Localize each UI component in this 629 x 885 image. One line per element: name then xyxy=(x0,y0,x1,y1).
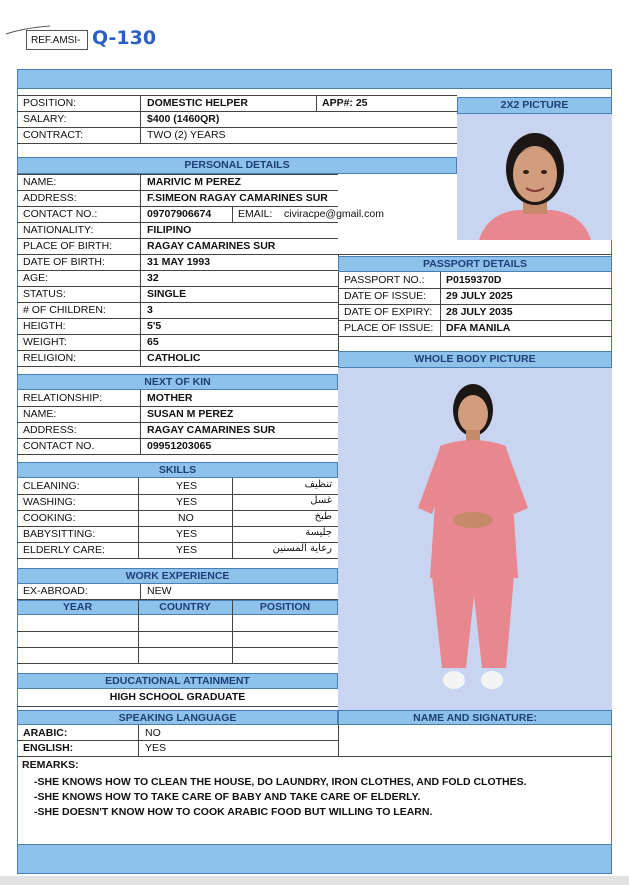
work-experience-header: WORK EXPERIENCE xyxy=(17,568,338,584)
height-value: 5'5 xyxy=(147,320,162,332)
passport-no-label: PASSPORT NO.: xyxy=(344,274,425,286)
skill-elderly-care-value: YES xyxy=(176,544,198,556)
col-year: YEAR xyxy=(62,601,93,613)
kin-relationship-value: MOTHER xyxy=(147,392,193,404)
skill-babysitting-label: BABYSITTING: xyxy=(23,528,96,540)
skill-washing-label: WASHING: xyxy=(23,496,76,508)
skill-babysitting-arabic: جليسة xyxy=(305,527,332,538)
photo-2x2 xyxy=(457,114,612,240)
skill-washing-value: YES xyxy=(176,496,198,508)
contract-label: CONTRACT: xyxy=(23,129,84,141)
arabic-value: NO xyxy=(145,727,161,739)
skill-cooking-arabic: طبخ xyxy=(314,511,332,522)
name-value: MARIVIC M PEREZ xyxy=(147,176,241,188)
skill-elderly-care-label: ELDERLY CARE: xyxy=(23,544,105,556)
app-number: APP#: 25 xyxy=(322,97,368,109)
name-label: NAME: xyxy=(23,176,57,188)
kin-name-value: SUSAN M PEREZ xyxy=(147,408,234,420)
skill-elderly-care-arabic: رعاية المسنين xyxy=(272,543,332,554)
salary-value: $400 (1460QR) xyxy=(147,113,220,125)
ex-abroad-value: NEW xyxy=(147,585,172,597)
religion-value: CATHOLIC xyxy=(147,352,201,364)
skill-cooking-value: NO xyxy=(178,512,194,524)
expiry-date-label: DATE OF EXPIRY: xyxy=(344,306,433,318)
nationality-value: FILIPINO xyxy=(147,224,192,236)
skill-cooking-label: COOKING: xyxy=(23,512,76,524)
personal-details-header: PERSONAL DETAILS xyxy=(17,157,457,174)
english-value: YES xyxy=(145,742,167,754)
kin-name-label: NAME: xyxy=(23,408,57,420)
contact-label: CONTACT NO.: xyxy=(23,208,98,220)
issue-date-label: DATE OF ISSUE: xyxy=(344,290,427,302)
position-value: DOMESTIC HELPER xyxy=(147,97,248,109)
skill-cleaning-value: YES xyxy=(176,480,198,492)
place-of-issue-value: DFA MANILA xyxy=(446,322,511,334)
col-position: POSITION xyxy=(259,601,311,613)
top-banner xyxy=(17,69,612,89)
passport-no-value: P0159370D xyxy=(446,274,502,286)
status-value: SINGLE xyxy=(147,288,187,300)
arabic-label: ARABIC: xyxy=(23,727,68,739)
remark-item: -SHE KNOWS HOW TO TAKE CARE OF BABY AND TAKE CARE OF ELDERLY. xyxy=(34,791,421,803)
remark-item: -SHE KNOWS HOW TO CLEAN THE HOUSE, DO LAUNDRY, IRON CLOTHES, AND FOLD CLOTHES. xyxy=(34,776,527,788)
skills-header: SKILLS xyxy=(17,462,338,478)
col-country: COUNTRY xyxy=(159,601,211,613)
contract-value: TWO (2) YEARS xyxy=(147,129,226,141)
height-label: HEIGTH: xyxy=(23,320,66,332)
signature-box xyxy=(339,725,611,756)
weight-value: 65 xyxy=(147,336,159,348)
skill-cleaning-arabic: تنظيف xyxy=(304,479,332,490)
date-of-birth-label: DATE OF BIRTH: xyxy=(23,256,105,268)
passport-details-header: PASSPORT DETAILS xyxy=(338,256,612,272)
skill-babysitting-value: YES xyxy=(176,528,198,540)
education-header: EDUCATIONAL ATTAINMENT xyxy=(17,673,338,689)
kin-address-label: ADDRESS: xyxy=(23,424,77,436)
ex-abroad-label: EX-ABROAD: xyxy=(23,585,88,597)
age-label: AGE: xyxy=(23,272,49,284)
pen-stroke xyxy=(4,24,54,38)
religion-label: RELIGION: xyxy=(23,352,77,364)
place-of-birth-value: RAGAY CAMARINES SUR xyxy=(147,240,276,252)
skill-cleaning-label: CLEANING: xyxy=(23,480,80,492)
kin-relationship-label: RELATIONSHIP: xyxy=(23,392,103,404)
children-value: 3 xyxy=(147,304,153,316)
next-of-kin-header: NEXT OF KIN xyxy=(17,374,338,390)
remarks-label: REMARKS: xyxy=(22,759,79,771)
expiry-date-value: 28 JULY 2035 xyxy=(446,306,513,318)
address-label: ADDRESS: xyxy=(23,192,77,204)
weight-label: WEIGHT: xyxy=(23,336,67,348)
bottom-banner xyxy=(17,844,612,874)
status-label: STATUS: xyxy=(23,288,66,300)
children-label: # OF CHILDREN: xyxy=(23,304,106,316)
contact-value: 09707906674 xyxy=(147,208,212,220)
place-of-birth-label: PLACE OF BIRTH: xyxy=(23,240,113,252)
english-label: ENGLISH: xyxy=(23,742,74,754)
portrait-headshot-icon xyxy=(457,114,612,240)
reference-label: REF.AMSI- xyxy=(31,35,81,46)
whole-body-header: WHOLE BODY PICTURE xyxy=(338,351,612,368)
position-label: POSITION: xyxy=(23,97,77,109)
place-of-issue-label: PLACE OF ISSUE: xyxy=(344,322,434,334)
email-value: civiracpe@gmail.com xyxy=(284,208,384,220)
skill-washing-arabic: غسل xyxy=(310,495,332,506)
education-value: HIGH SCHOOL GRADUATE xyxy=(109,691,246,703)
kin-contact-value: 09951203065 xyxy=(147,440,212,452)
full-body-figure-icon xyxy=(338,368,612,710)
remark-item: -SHE DOESN'T KNOW HOW TO COOK ARABIC FOOD BUT WILLING TO LEARN. xyxy=(34,806,433,818)
reference-number-handwritten: Q-130 xyxy=(92,27,157,49)
salary-label: SALARY: xyxy=(23,113,67,125)
kin-contact-label: CONTACT NO. xyxy=(23,440,95,452)
email-label: EMAIL: xyxy=(238,208,273,220)
date-of-birth-value: 31 MAY 1993 xyxy=(147,256,211,268)
kin-address-value: RAGAY CAMARINES SUR xyxy=(147,424,276,436)
nationality-label: NATIONALITY: xyxy=(23,224,94,236)
age-value: 32 xyxy=(147,272,159,284)
issue-date-value: 29 JULY 2025 xyxy=(446,290,513,302)
page-bottom-edge xyxy=(0,876,629,885)
photo-2x2-header: 2X2 PICTURE xyxy=(457,97,612,114)
address-value: F.SIMEON RAGAY CAMARINES SUR xyxy=(147,192,328,204)
language-header: SPEAKING LANGUAGE xyxy=(17,710,338,725)
signature-header: NAME AND SIGNATURE: xyxy=(338,710,612,725)
whole-body-photo xyxy=(338,368,612,710)
